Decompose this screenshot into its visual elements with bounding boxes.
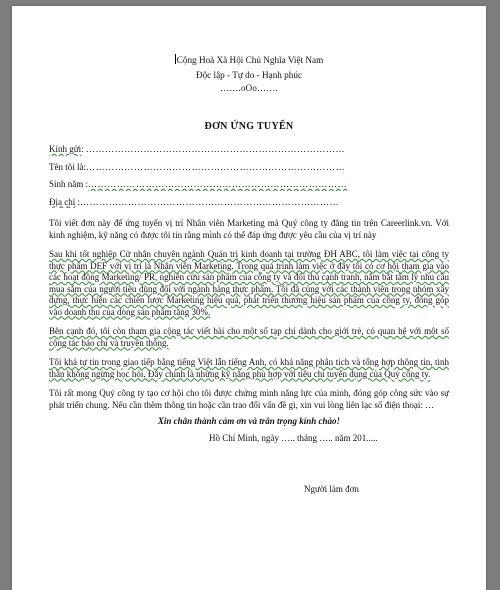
field-dots: ……………………………………………………………………… [88,179,348,189]
paragraph-experience: Sau khi tốt nghiệp Cử nhân chuyên ngành Quản trị kinh doanh tại trường ĐH ABC, tôi làm việc tại công ty thực phẩm DEF với vị trí là Nhân viên Marketing. Trong quá trình làm việc ở đây tôi có cơ hội tham gia vào các hoạt động Marketing/ PR, nghiên cứu sản phẩm của công ty và đối thủ cạnh tranh, nắm bắt tâm lý nhu cầu mua sắm của người tiêu dùng đối với ngành hàng thực phẩm. Tôi đã cùng với các thành viên trong nhóm xây dựng, thực hiện các chiến lược Marketing hiệu quả, phát triển thương hiệu sản phẩm của công ty, đóng góp vào doanh thu của dòng sản phẩm tăng 30%. [49,249,449,317]
field-label: Địa chỉ [49,196,76,207]
paragraph-closing: Tôi rất mong Quý công ty tạo cơ hội cho tôi được chứng minh năng lực của mình, đóng góp công sức vào sự phát triển chung. Nếu cần thêm thông tin hoặc cần trao đổi vấn đề gì, xin vui lòng liên lạc số điện thoại: … [49,388,449,410]
paragraph-extra: Bên cạnh đó, tôi còn tham gia cộng tác viết bài cho một số tạp chí dành cho giới trẻ, có quan hệ với một số cộng tác báo chí và truyền thông. [49,326,449,348]
recipient-fields [49,144,449,208]
national-title: Cộng Hoà Xã Hội Chủ Nghĩa Việt Nam [176,55,324,65]
thanks-line: Xin chân thành cảm ơn và trân trọng kính chào! [157,416,341,426]
paragraph-intro: Tôi viết đơn này để ứng tuyển vị trí Nhân viên Marketing mà Quý công ty đăng tin trên Careerlink.vn. Với kinh nghiệm, kỹ năng có được tôi tin rằng mình có thể đáp ứng được yêu cầu của vị trí này [49,218,449,240]
signature-label: Người làm đơn [304,484,359,494]
date-line: Hồ Chí Minh, ngày ….. tháng ….. năm 201..... [209,432,378,443]
field-label: Sinh năm [49,179,84,189]
field-dots: ……………………………………………………………………… [85,144,346,154]
national-motto: Độc lập - Tự do - Hạnh phúc [195,69,303,80]
document-page[interactable] [12,6,486,590]
field-label: Kính gửi [49,144,82,154]
letter-body [49,54,449,496]
document-title: ĐƠN ỨNG TUYỂN [204,120,294,132]
field-recipient[interactable]: Kính gửi: ……………………………………………………………………… [49,144,346,154]
field-name[interactable]: Tên tôi là:……………………………………………………………………… [49,161,346,172]
field-address[interactable]: Địa chỉ :……………………………………………………………………… [49,196,340,207]
text-cursor [175,54,176,64]
field-birth-year[interactable]: Sinh năm :……………………………………………………………………… [49,179,348,189]
paragraph-skills: Tôi khá tự tin trong giao tiếp bằng tiếng Việt lẫn tiếng Anh, có khả năng phân tích và tổng hợp thông tin, tinh thần không ngừng học hỏi. Đây chính là những kỹ năng phù hợp với tiêu chí tuyển dụng của Quý công ty. [49,357,449,379]
field-dots: ……………………………………………………………………… [86,161,346,172]
field-label: Tên tôi là [49,161,84,172]
field-dots: ……………………………………………………………………… [80,196,340,207]
header-ornament: …….oOo……. [220,83,278,93]
letterhead [49,54,449,95]
